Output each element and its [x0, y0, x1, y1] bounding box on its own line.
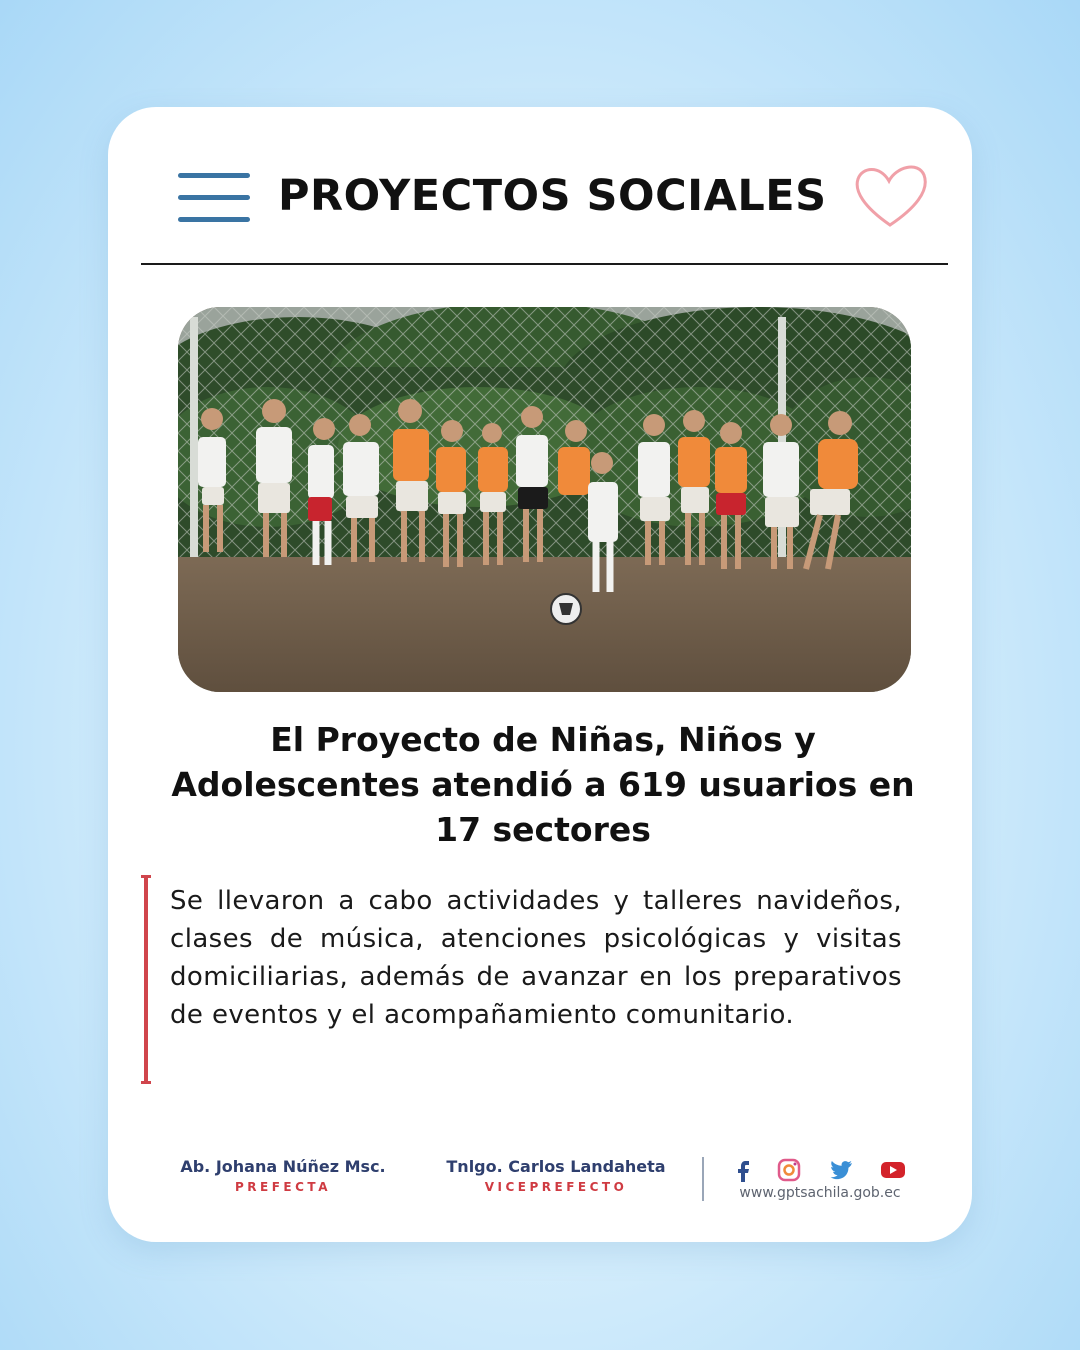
- post-card: [108, 107, 972, 1242]
- signature-name: Ab. Johana Núñez Msc.: [180, 1157, 386, 1176]
- team-photo: [178, 307, 911, 692]
- social-links: [730, 1157, 920, 1183]
- website-link[interactable]: www.gptsachila.gob.ec: [739, 1185, 901, 1201]
- signature-role: VICEPREFECTO: [484, 1180, 628, 1194]
- quote-accent-line: [144, 877, 148, 1083]
- signature-viceprefecto: [436, 1157, 676, 1194]
- quote-accent-cap-bottom: [141, 1081, 151, 1084]
- heart-icon: [852, 159, 930, 231]
- article-body: Se llevaron a cabo actividades y talleres navideños, clases de música, atenciones psicológicas y visitas domiciliarias, además de avanzar en los preparativos de eventos y el acompañamiento comunitario.: [170, 886, 902, 1030]
- instagram-icon[interactable]: [776, 1157, 802, 1183]
- twitter-icon[interactable]: [828, 1157, 854, 1183]
- article-headline: El Proyecto de Niñas, Niños y Adolescentes atendió a 619 usuarios en 17 sectores: [171, 720, 915, 849]
- signature-prefecta: [168, 1157, 398, 1194]
- header-divider: [141, 263, 948, 265]
- page-title: PROYECTOS SOCIALES: [278, 171, 827, 221]
- menu-icon[interactable]: [178, 173, 250, 223]
- footer-divider: [702, 1157, 704, 1201]
- signature-role: PREFECTA: [235, 1180, 331, 1194]
- facebook-icon[interactable]: [730, 1157, 756, 1183]
- youtube-icon[interactable]: [880, 1157, 906, 1183]
- quote-accent-cap-top: [141, 875, 151, 878]
- signature-name: Tnlgo. Carlos Landaheta: [446, 1157, 666, 1176]
